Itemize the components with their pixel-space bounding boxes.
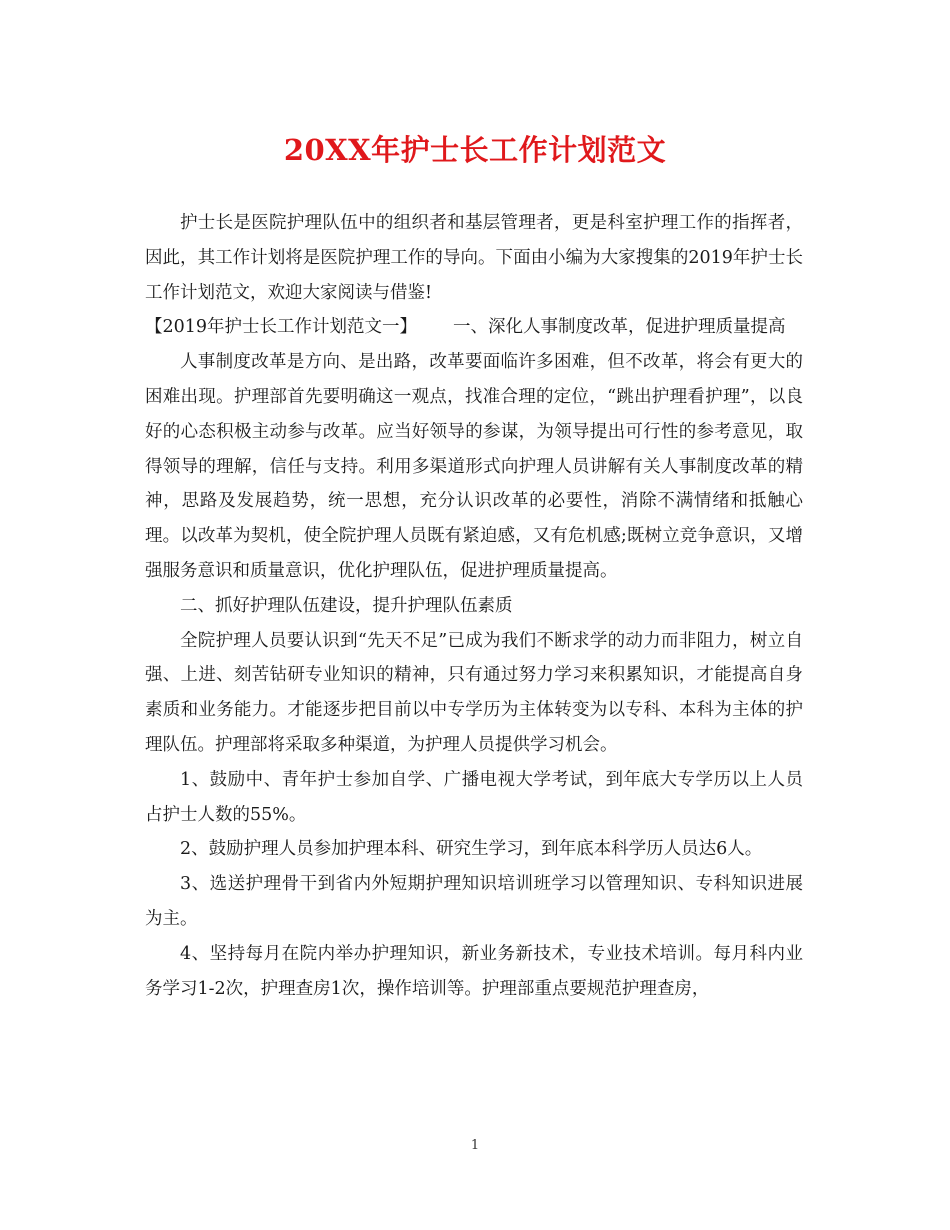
- list-item: 4、坚持每月在院内举办护理知识，新业务新技术，专业技术培训。每月科内业务学习1-2次，护理查房1次，操作培训等。护理部重点要规范护理查房，: [145, 943, 803, 999]
- team-paragraph: 全院护理人员要认识到“先天不足”已成为我们不断求学的动力而非阻力，树立自强、上进、刻苦钻研专业知识的精神，只有通过努力学习来积累知识，才能提高自身素质和业务能力。才能逐步把目前以中专学历为主体转变为以专科、本科为主体的护理队伍。护理部将采取多种渠道，为护理人员提供学习机会。: [145, 630, 803, 755]
- document-title: 20XX年护士长工作计划范文: [283, 133, 667, 167]
- document-body: [145, 206, 803, 1006]
- section-heading: 【2019年护士长工作计划范文一】: [145, 317, 418, 338]
- page-number: 1: [470, 1138, 480, 1153]
- intro-paragraph: 护士长是医院护理队伍中的组织者和基层管理者，更是科室护理工作的指挥者，因此，其工作计划将是医院护理工作的导向。下面由小编为大家搜集的2019年护士长工作计划范文，欢迎大家阅读与借鉴!: [145, 213, 803, 303]
- reform-paragraph: 人事制度改革是方向、是出路，改革要面临许多困难，但不改革，将会有更大的困难出现。护理部首先要明确这一观点，找准合理的定位，“跳出护理看护理”，以良好的心态积极主动参与改革。应当好领导的参谋，为领导提出可行性的参考意见，取得领导的理解，信任与支持。利用多渠道形式向护理人员讲解有关人事制度改革的精神，思路及发展趋势，统一思想，充分认识改革的必要性，消除不满情绪和抵触心理。以改革为契机，使全院护理人员既有紧迫感，又有危机感;既树立竞争意识，又增强服务意识和质量意识，优化护理队伍，促进护理质量提高。: [145, 352, 803, 581]
- point-two-heading: 二、抓好护理队伍建设，提升护理队伍素质: [180, 595, 513, 616]
- section-heading-line: [145, 310, 803, 345]
- point-one-heading: 一、深化人事制度改革，促进护理质量提高: [453, 317, 786, 338]
- list-item: 3、选送护理骨干到省内外短期护理知识培训班学习以管理知识、专科知识进展为主。: [145, 874, 803, 929]
- list-item: 2、鼓励护理人员参加护理本科、研究生学习，到年底本科学历人员达6人。: [180, 839, 763, 860]
- list-item: 1、鼓励中、青年护士参加自学、广播电视大学考试，到年底大专学历以上人员占护士人数的55%。: [145, 769, 803, 825]
